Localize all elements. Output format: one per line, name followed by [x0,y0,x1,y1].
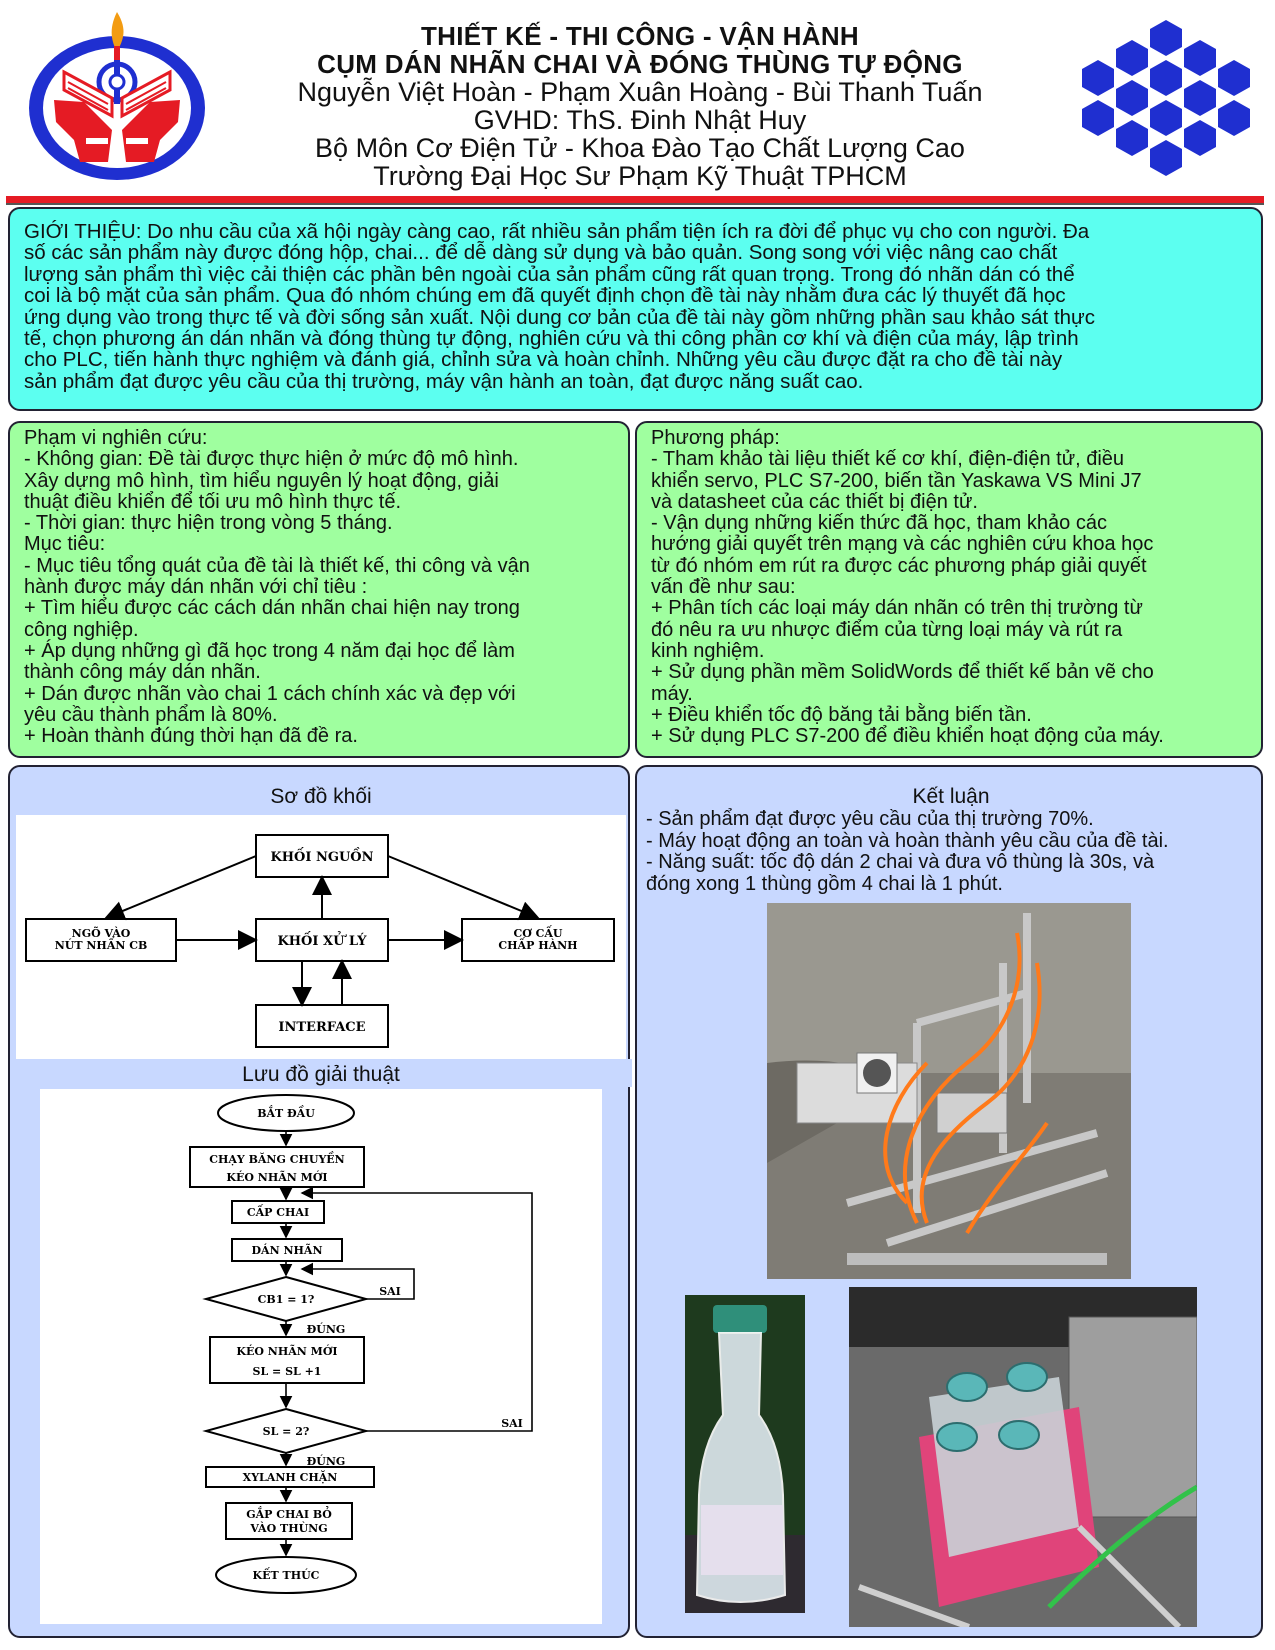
scope-line: thuật điều khiển để tối ưu mô hình thực tế. [24,490,402,513]
process-block-label: KHỐI XỬ LÝ [277,934,367,949]
intro-line: ứng dụng vào trong thực tế và đời sống sản xuất. Nội dung cơ bản của đề tài này gồm những phần sau khảo sát thực [24,305,1096,329]
conclusion-line: - Máy hoạt động an toàn và hoàn thành yêu cầu của đề tài. [646,829,1169,852]
method-line: máy. [651,682,693,705]
intro-line: coi là bộ mặt của sản phẩm. Qua đó nhóm chúng em đã quyết định chọn đề tài này nhằm đưa các lý thuyết đã học [24,284,1066,308]
input-block-label-1: NGÕ VÀO [71,927,131,940]
method-line: kinh nghiệm. [651,639,765,662]
scope-line: Xây dựng mô hình, tìm hiểu nguyên lý hoạt động, giải [24,469,499,492]
flow-step4-1: KÉO NHÃN MỚI [236,1345,338,1358]
flow-start: BẮT ĐẦU [257,1107,315,1120]
flowchart [40,1089,602,1624]
method-line: khiển servo, PLC S7-200, biến tần Yaskawa VS Mini J7 [651,469,1142,492]
method-line: đó nêu ra ưu nhược điểm của từng loại máy và rút ra [651,618,1123,641]
method-line: vấn đề như sau: [651,576,796,599]
department: Bộ Môn Cơ Điện Tử - Khoa Đào Tạo Chất Lượng Cao [315,133,965,163]
advisor: GVHD: ThS. Đinh Nhật Huy [473,105,807,135]
poster-header [220,22,1060,190]
labeled-bottle-photo [685,1295,805,1613]
flow-yes1: ĐÚNG [306,1323,346,1336]
flow-step3: DÁN NHÃN [251,1244,323,1257]
method-line: - Vận dụng những kiến thức đã học, tham khảo các [651,512,1107,535]
flow-yes2: ĐÚNG [306,1455,346,1468]
power-block-label: KHỐI NGUỒN [270,850,374,865]
flow-step2: CẤP CHAI [246,1206,310,1219]
scope-line: Phạm vi nghiên cứu: [24,427,208,449]
intro-line: GIỚI THIỆU: Do nhu cầu của xã hội ngày càng cao, rất nhiều sản phẩm tiện ích ra đời để phục vụ cho con người. Đa [24,220,1090,243]
flow-step4-2: SL = SL +1 [252,1365,322,1378]
header-divider [6,196,1264,205]
scope-line: - Thời gian: thực hiện trong vòng 5 tháng. [24,512,393,535]
method-line: + Sử dụng PLC S7-200 để điều khiển hoạt động của máy. [651,725,1164,748]
intro-box [8,207,1263,411]
flow-no1: SAI [379,1285,401,1298]
flow-step1-2: KÉO NHÃN MỚI [226,1171,328,1184]
flow-step6-1: GẮP CHAI BỎ [246,1508,332,1521]
flow-step1-1: CHẠY BĂNG CHUYỀN [209,1153,345,1166]
conclusion-title: Kết luận [912,785,990,808]
scope-line: + Tìm hiểu được các cách dán nhãn chai hiện nay trong [24,597,520,620]
method-box [635,421,1263,758]
scope-line: Mục tiêu: [24,533,106,556]
flow-decision1: CB1 = 1? [257,1293,315,1306]
flowchart-title: Lưu đồ giải thuật [10,1059,632,1087]
scope-box [8,421,630,758]
conclusion-line: - Sản phẩm đạt được yêu cầu của thị trường 70%. [646,808,1094,830]
method-line: hướng giải quyết trên mạng và các nghiên cứu khoa học [651,533,1154,556]
intro-line: lượng sản phẩm thì việc cải thiện các phần bên ngoài của sản phẩm cũng rất quan trọng. Trong đó nhãn dán có thể [24,262,1075,286]
conclusion-line: - Năng suất: tốc độ dán 2 chai và đưa vô thùng là 30s, và [646,851,1155,873]
actuator-label-1: CƠ CẤU [513,927,563,940]
hexagon-logo-icon [1082,20,1250,180]
actuator-label-2: CHẤP HÀNH [498,939,578,952]
method-line: + Phân tích các loại máy dán nhãn có trên thị trường từ [651,597,1143,620]
intro-line: sản phẩm đạt được yêu cầu của thị trường, máy vận hành an toàn, đạt được năng suất cao. [24,369,864,393]
interface-block-label: INTERFACE [278,1020,366,1035]
conclusion-line: đóng xong 1 thùng gồm 4 chai là 1 phút. [646,872,1003,895]
scope-line: yêu cầu thành phẩm là 80%. [24,703,278,726]
flow-step5: XYLANH CHẶN [242,1471,338,1484]
intro-line: số các sản phẩm này được đóng hộp, chai... để dễ dàng sử dụng và bảo quản. Song song với việc nâng cao chất [24,241,1058,265]
scope-line: + Áp dụng những gì đã học trong 4 năm đại học để làm [24,639,515,662]
method-line: từ đó nhóm em rút ra được các phương pháp giải quyết [651,554,1147,577]
intro-line: cho PLC, tiến hành thực nghiệm và đánh giá, chỉnh sửa và hoàn chỉnh. Những yêu cầu được đặt ra cho đề tài này [24,348,1063,372]
labeling-machine-photo [767,903,1131,1279]
block-diagram [16,815,626,1065]
conclusion-box [635,765,1263,1638]
intro-line: tế, chọn phương án dán nhãn và đóng thùng tự động, nghiên cứu và thi công phần cơ khí và điện của máy, lập trình [24,327,1079,351]
method-line: + Sử dụng phần mềm SolidWords để thiết kế bản vẽ cho [651,661,1154,684]
block-diagram-title: Sơ đồ khối [270,785,372,808]
input-block-label-2: NÚT NHẤN CB [54,939,148,952]
title-line-1: THIẾT KẾ - THI CÔNG - VẬN HÀNH [421,21,859,51]
scope-line: hành được máy dán nhãn với chỉ tiêu : [24,576,368,599]
title-line-2: CỤM DÁN NHÃN CHAI VÀ ĐÓNG THÙNG TỰ ĐỘNG [317,49,963,79]
scope-line: thành công máy dán nhãn. [24,661,261,684]
flow-step6-2: VÀO THÙNG [250,1522,328,1535]
authors: Nguyễn Việt Hoàn - Phạm Xuân Hoàng - Bùi Thanh Tuấn [297,77,983,107]
scope-line: công nghiệp. [24,618,139,641]
diagrams-box [8,765,630,1638]
method-line: và datasheet của các thiết bị điện tử. [651,490,978,513]
bottles-in-box-photo [849,1287,1197,1627]
conclusion-text [646,809,1256,895]
method-line: + Điều khiển tốc độ băng tải bằng biến tần. [651,703,1032,726]
scope-line: + Hoàn thành đúng thời hạn đã đề ra. [24,725,358,748]
school: Trường Đại Học Sư Phạm Kỹ Thuật TPHCM [373,161,907,191]
method-line: - Tham khảo tài liệu thiết kế cơ khí, điện-điện tử, điều [651,448,1125,471]
flow-decision2: SL = 2? [262,1425,310,1438]
scope-line: + Dán được nhãn vào chai 1 cách chính xác và đẹp với [24,682,516,705]
scope-line: - Mục tiêu tổng quát của đề tài là thiết kế, thi công và vận [24,554,530,577]
method-line: Phương pháp: [651,427,780,449]
flow-no2: SAI [501,1417,523,1430]
scope-line: - Không gian: Đề tài được thực hiện ở mức độ mô hình. [24,448,519,471]
flow-end: KẾT THÚC [252,1569,320,1582]
university-logo-icon [24,12,210,188]
